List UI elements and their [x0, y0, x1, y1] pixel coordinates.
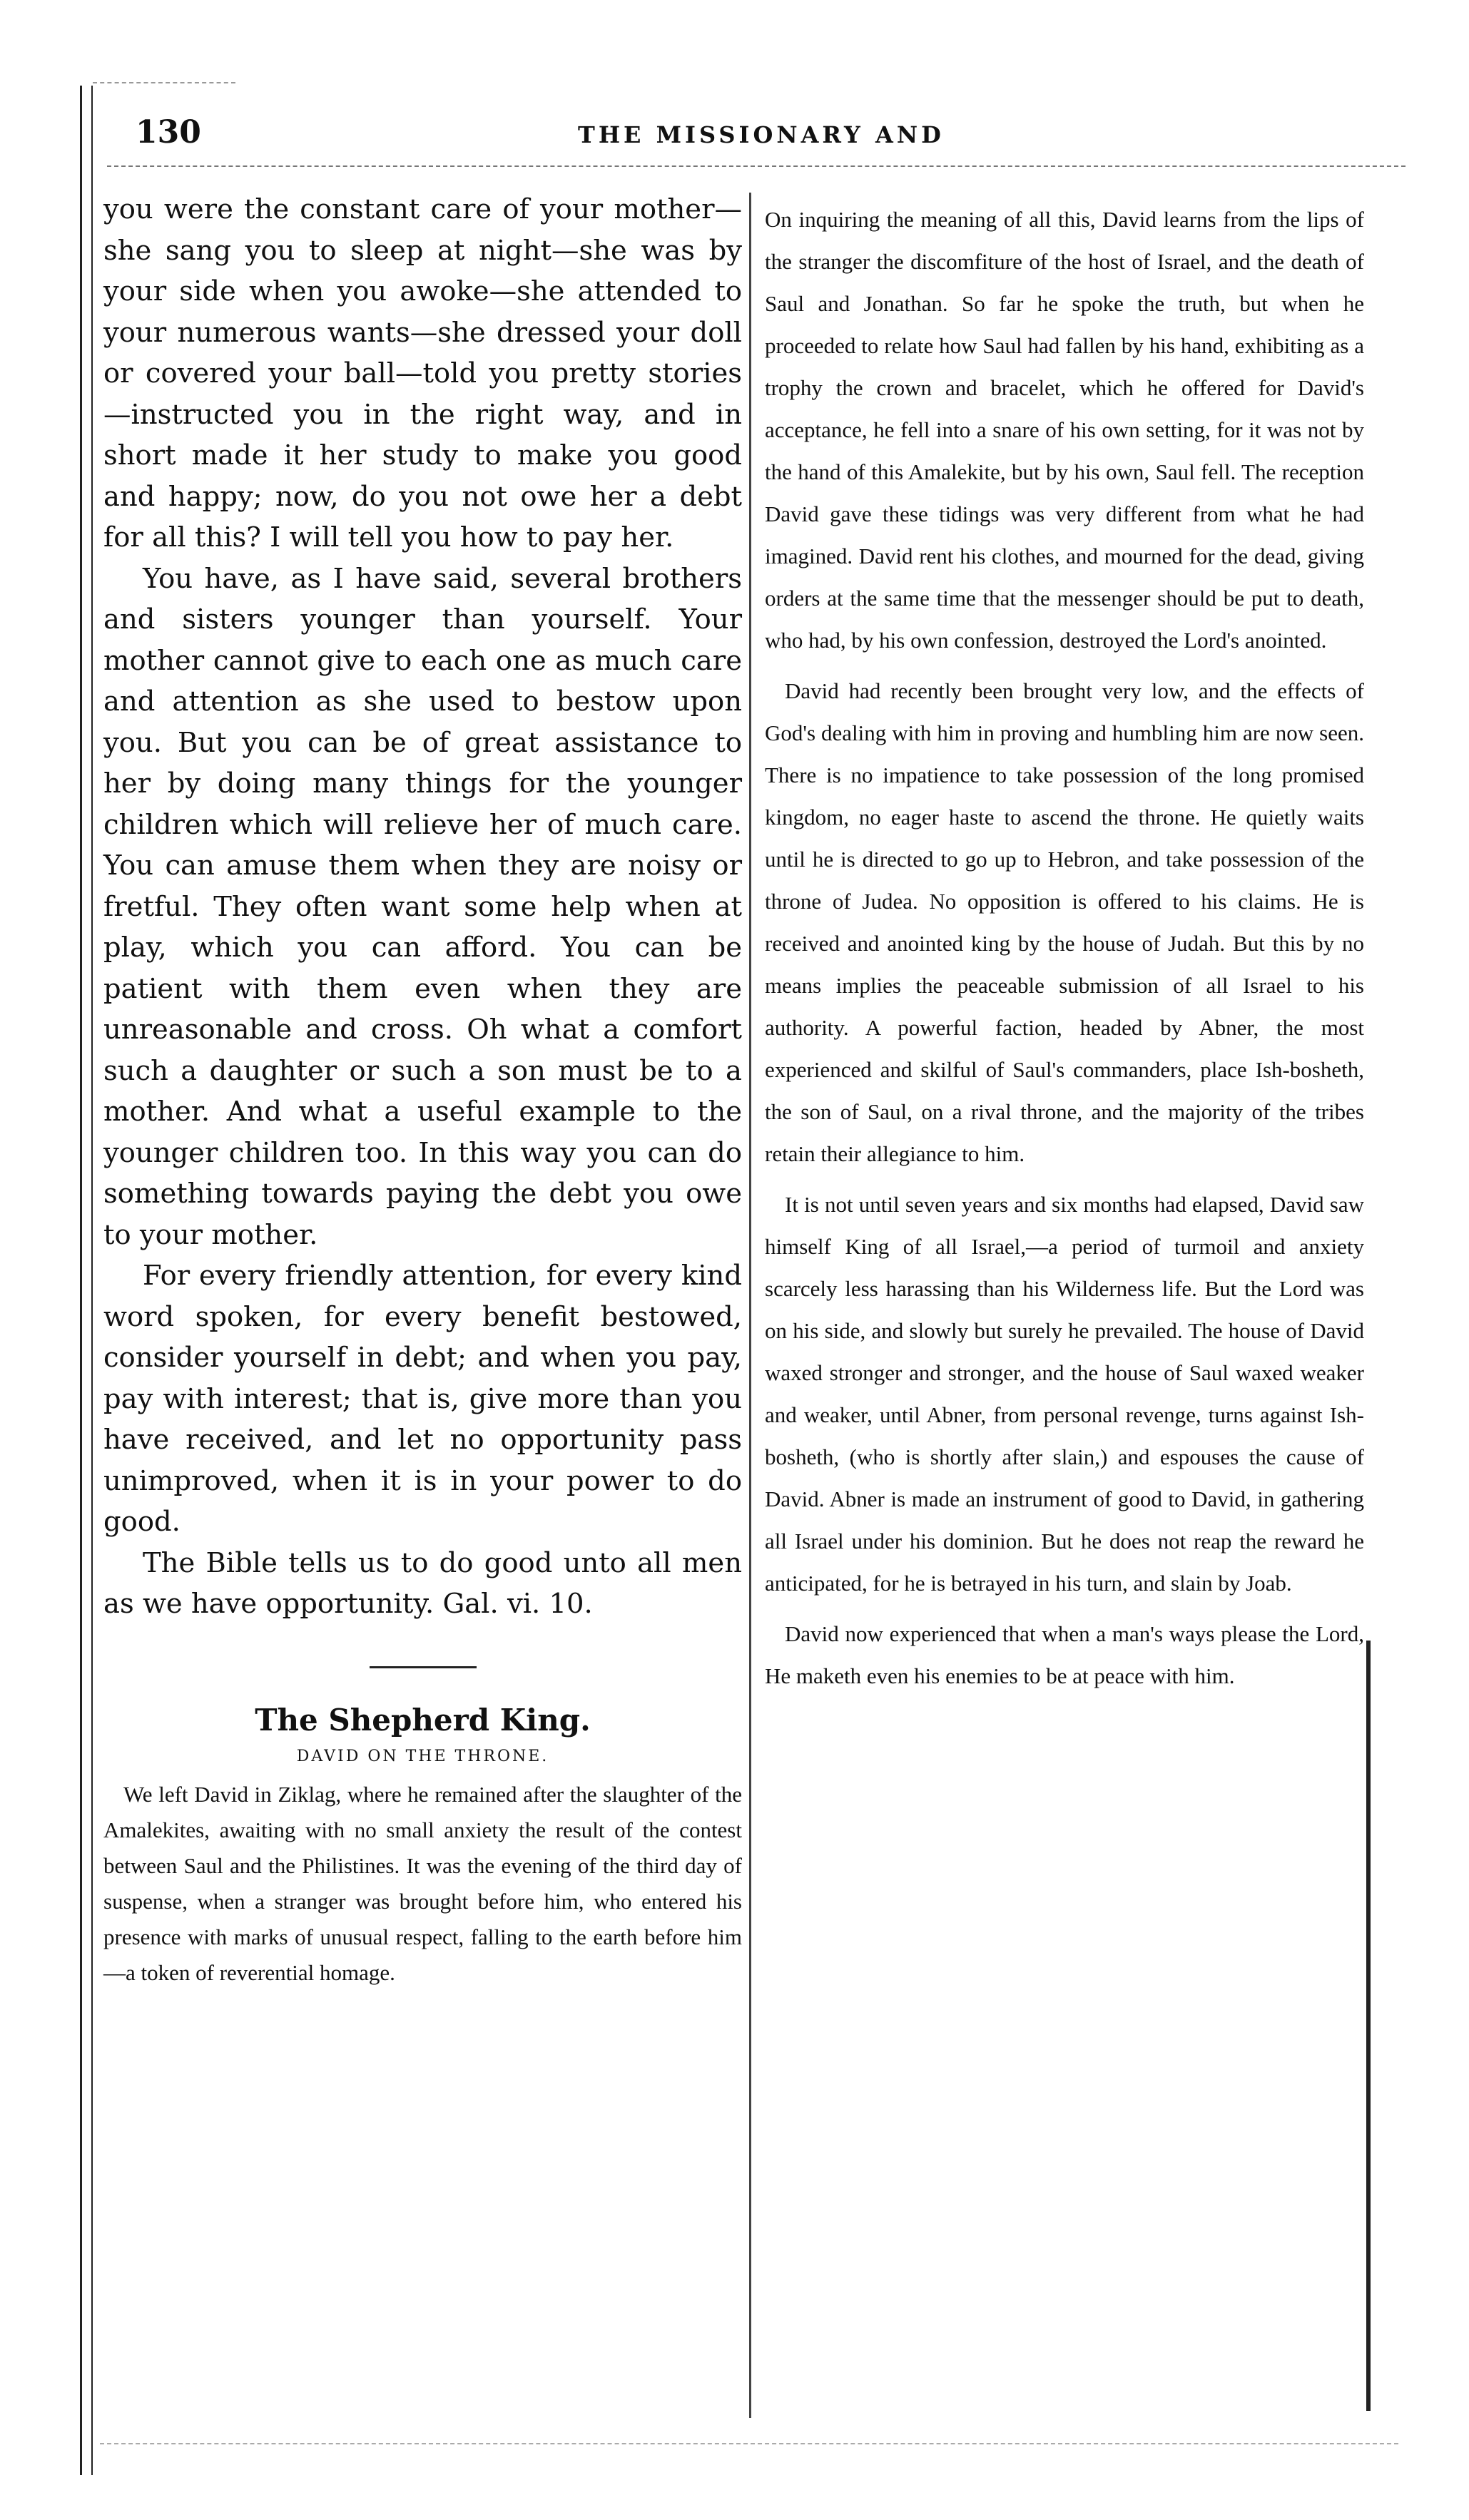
- page-header: [136, 114, 1391, 164]
- running-title: THE MISSIONARY AND: [578, 121, 945, 148]
- article-body: We left David in Ziklag, where he remained after the slaughter of the Amalekites, awaiting with no small anxiety the result of the contest between Saul and the Philistines. It was the evening of the third day of suspense, when a stranger was brought before him, who entered his presence with marks of unusual respect, falling to the earth before him—a token of reverential homage.: [103, 1781, 742, 1985]
- left-paragraph-1: you were the constant care of your mother—she sang you to sleep at night—she was by your side when you awoke—she attended to your numerous wants—she dressed your doll or covered your ball—told you pretty stories—instructed you in the right way, and in short made it her study to make you good and happy; now, do you not owe her a debt for all this? I will tell you how to pay her.: [103, 193, 742, 554]
- left-border-rule: [80, 86, 82, 2475]
- article-title: The Shepherd King.: [255, 1702, 591, 1738]
- left-paragraph-4: The Bible tells us to do good unto all men as we have opportunity. Gal. vi. 10.: [103, 1546, 742, 1620]
- left-border-rule-inner: [91, 86, 93, 2475]
- header-rule: [107, 165, 1406, 167]
- page-number: 130: [136, 114, 201, 151]
- right-column: [765, 198, 1364, 1697]
- right-paragraph-4: David now experienced that when a man's ways please the Lord, He maketh even his enemies to be at peace with him.: [765, 1621, 1364, 1688]
- top-rule: [93, 82, 235, 83]
- article-subtitle: DAVID ON THE THRONE.: [296, 1747, 549, 1765]
- section-divider: [370, 1666, 477, 1668]
- right-paragraph-3: It is not until seven years and six months had elapsed, David saw himself King of all Israel,—a period of turmoil and anxiety scarcely less harassing than his Wilderness life. But the Lord was on his side, and slowly but surely he prevailed. The house of David waxed stronger and stronger, and the house of Saul waxed weaker and weaker, until Abner, from personal revenge, turns against Ish-bosheth, (who is shortly after slain,) and espouses the cause of David. Abner is made an instrument of good to David, in gathering all Israel under his dominion. But he does not reap the reward he anticipated, for he is betrayed in his turn, and slain by Joab.: [765, 1192, 1364, 1596]
- right-paragraph-1: On inquiring the meaning of all this, David learns from the lips of the stranger the discomfiture of the host of Israel, and the death of Saul and Jonathan. So far he spoke the truth, but when he proceeded to relate how Saul had fallen by his hand, exhibiting as a trophy the crown and bracelet, which he offered for David's acceptance, he fell into a snare of his own setting, for it was not by the hand of this Amalekite, but by his own, Saul fell. The reception David gave these tidings was very different from what he had imagined. David rent his clothes, and mourned for the dead, giving orders at the same time that the messenger should be put to death, who had, by his own confession, destroyed the Lord's anointed.: [765, 207, 1364, 653]
- left-paragraph-3: For every friendly attention, for every kind word spoken, for every benefit bestowed, consider yourself in debt; and when you pay, pay with interest; that is, give more than you have received, and let no opportunity pass unimproved, when it is in your power to do good.: [103, 1260, 742, 1538]
- left-paragraph-2: You have, as I have said, several brothers and sisters younger than yourself. Your mother cannot give to each one as much care and attention as she used to bestow upon you. But you can be of great assistance to her by doing many things for the younger children which will relieve her of much care. You can amuse them when they are noisy or fretful. They often want some help when at play, which you can afford. You can be patient with them even when they are unreasonable and cross. Oh what a comfort such a daughter or such a son must be to a mother. And what a useful example to the younger children too. In this way you can do something towards paying the debt you owe to your mother.: [103, 562, 742, 1251]
- right-paragraph-2: David had recently been brought very low, and the effects of God's dealing with him in proving and humbling him are now seen. There is no impatience to take possession of the long promised kingdom, no eager haste to ascend the throne. He quietly waits until he is directed to go up to Hebron, and take possession of the throne of Judea. No opposition is offered to his claims. He is received and anointed king by the house of Judah. But this by no means implies the peaceable submission of all Israel to his authority. A powerful faction, headed by Abner, the most experienced and skilful of Saul's commanders, place Ish-bosheth, the son of Saul, on a rival throne, and the majority of the tribes retain their allegiance to him.: [765, 678, 1364, 1166]
- right-edge-rule: [1366, 1641, 1371, 2411]
- left-column: [103, 189, 742, 1991]
- bottom-rule: [100, 2443, 1398, 2444]
- column-divider: [749, 193, 751, 2418]
